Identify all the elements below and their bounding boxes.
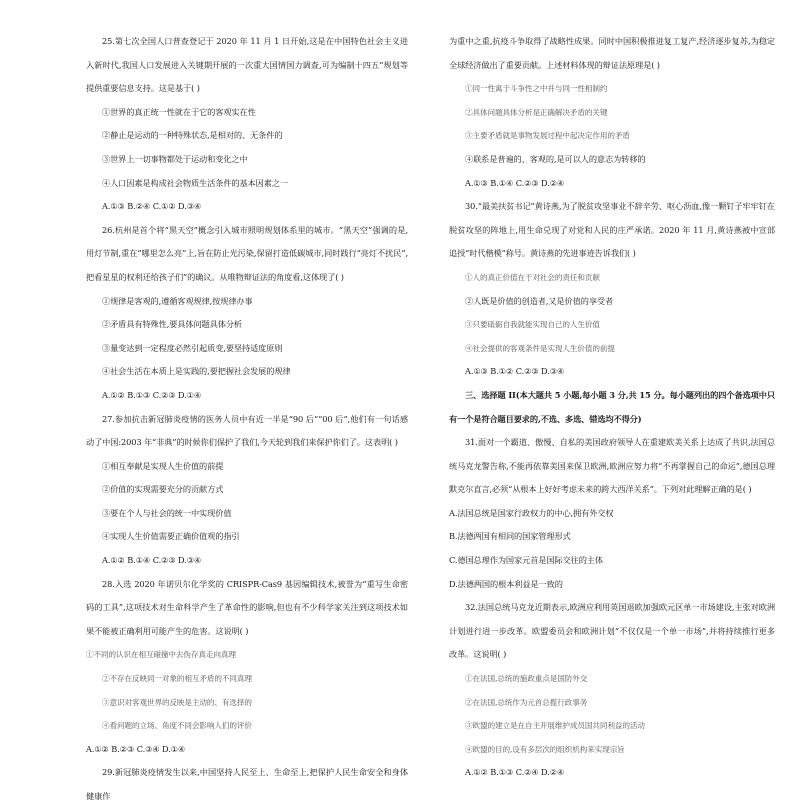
- question-27-option: ③要在个人与社会的统一中实现价值: [102, 507, 232, 518]
- question-28-option: ③意识对客观世界的反映是主动的、有选择的: [102, 697, 252, 707]
- question-29-option: ②具体问题具体分析是正确解决矛盾的关键: [465, 107, 608, 117]
- question-29-option: ④联系是普遍的、客观的,是可以人的意志为转移的: [465, 153, 646, 164]
- question-25-stem: 25.第七次全国人口普查登记于 2020 年 11 月 1 日开始,这是在中国特色社会主义进入新时代,我国人口发展进入关键期开展的一次重大国情国力调查,可为编制十四五”规划等提供重要信息支持。这是基于( ): [86, 36, 408, 94]
- question-29-stem-continued: 为重中之重,抗疫斗争取得了战略性成果。同时中国积极推进复工复产,经济逐步复苏,为稳定全球经济做出了重要贡献。上述材料体现的辩证法原理是( ): [449, 36, 775, 70]
- question-26-option: ④社会生活在本质上是实践的,要把握社会发展的规律: [102, 366, 291, 377]
- question-28-stem: 28.入选 2020 年诺贝尔化学奖的 CRISPR-Cas9 基因编辑技术,被誉为“重写生命密码的工具”,这项技术对生命科学产生了革命性的影响,但也有不少科学家关注到这项技术如果不能被正确利用可能产生的危害。这说明( ): [86, 578, 408, 636]
- question-31-option: A.法国总统是国家行政权力的中心,拥有外交权: [449, 507, 614, 518]
- question-30-option: ①人的真正价值在于对社会的责任和贡献: [465, 272, 600, 282]
- question-32-option: ①在法国,总统的施政重点是国防外交: [465, 674, 588, 684]
- question-27-option: ②价值的实现需要充分的贡献方式: [102, 484, 224, 495]
- question-31-option: D.法德两国的根本利益是一致的: [449, 578, 563, 589]
- question-30-choices: A.①③ B.①② C.②③ D.③④: [465, 366, 565, 377]
- left-column: [86, 30, 408, 809]
- question-30-option: ④社会提供的客观条件是实现人生价值的前提: [465, 343, 615, 353]
- question-25-option: ①世界的真正统一性就在于它的客观实在性: [102, 106, 256, 117]
- question-28-choices: A.①② B.②③ C.③④ D.①④: [86, 743, 186, 754]
- question-30-option: ②人既是价值的创造者,又是价值的享受者: [465, 295, 614, 306]
- question-31-option: C.德国总理作为国家元首是国际交往的主体: [449, 555, 603, 566]
- question-26-choices: A.①② B.①③ C.②③ D.①④: [102, 389, 202, 400]
- question-26-option: ②矛盾具有特殊性,要具体问题具体分析: [102, 319, 242, 330]
- question-27-option: ①相互奉献是实现人生价值的前提: [102, 460, 224, 471]
- question-31-option: B.法德两国有相同的国家管理形式: [449, 531, 571, 542]
- question-25-option: ③世界上一切事物都处于运动和变化之中: [102, 153, 248, 164]
- right-column: [449, 30, 775, 785]
- question-27-choices: A.①② B.①④ C.②③ D.③④: [102, 555, 202, 566]
- question-28-option: ④看问题的立场、角度不同会影响人们的评价: [102, 721, 252, 731]
- question-28-option: ②不存在反映同一对象的相互矛盾的不同真理: [102, 674, 252, 684]
- question-25-choices: A.①③ B.②④ C.①② D.③④: [102, 201, 202, 212]
- question-30-stem: 30.“最美扶贫书记”黄诗燕,为了脱贫攻坚事业不辞辛劳、呕心沥血,像一颗钉子牢牢钉在脱贫攻坚的阵地上,用生命兑现了对党和人民的庄严承诺。2020 年 11 月,黄诗燕被中宣部追授“时代楷模”称号。黄诗燕的先进事迹告诉我们( ): [449, 201, 775, 259]
- question-32-option: ②在法国,总统作为元首总揽行政事务: [465, 697, 588, 707]
- question-32-option: ③欧盟的建立是在自主开展维护成员国共同利益的活动: [465, 721, 645, 731]
- question-32-option: ④欧盟的目的,设有多层次的组织机构来实现宗旨: [465, 744, 625, 754]
- question-29-option: ①同一性寓于斗争性之中并与同一性相制约: [465, 84, 608, 94]
- question-30-option: ③只要砥砺自我就能实现自己的人生价值: [465, 320, 600, 330]
- question-29-option: ③主要矛盾就是事物发展过程中起决定作用的矛盾: [465, 131, 630, 141]
- question-32-choices: A.①② B.①③ C.②④ D.②④: [465, 767, 565, 778]
- section-heading: 三、选择题 II(本大题共 5 小题,每小题 3 分,共 15 分。每小题列出的四个备选项中只有一个是符合题目要求的,不选、多选、错选均不得分): [449, 389, 775, 424]
- question-25-option: ②静止是运动的一种特殊状态,是相对的、无条件的: [102, 130, 283, 141]
- question-27-stem: 27.参加抗击新冠肺炎疫情的医务人员中有近一半是“90 后”“00 后”,他们有一句话感动了中国:2003 年“非典”的时候你们保护了我们,今天轮到我们来保护你们了。这表明( ): [86, 413, 408, 448]
- question-28-option: ①不同的认识在相互碰撞中去伪存真走向真理: [86, 650, 236, 660]
- question-32-stem: 32.法国总统马克龙近期表示,欧洲应利用英国退欧加强欧元区单一市场建设,主张对欧洲计划进行进一步改革。欧盟委员会和欧洲计划“不仅仅是一个单一市场”,并将持续推行更多改革。这说明( ): [449, 602, 775, 660]
- question-26-stem: 26.杭州是首个将“黑天空”概念引入城市照明规划体系里的城市。“黑天空”强调的是,用灯节制,重在“哪里怎么亮”上,旨在防止光污染,保留打造低碳城市,同时践行“亮灯不扰民”,把看星星的权利还给孩子们”的确议。从唯物辩证法的角度看,这体现了( ): [86, 224, 408, 282]
- question-29-stem: 29.新冠肺炎疫情发生以来,中国坚持人民至上、生命至上,把保护人民生命安全和身体健康作: [86, 767, 408, 801]
- question-27-option: ④实现人生价值需要正确价值观的指引: [102, 531, 240, 542]
- question-29-choices: A.①③ B.①④ C.②③ D.②④: [465, 177, 565, 188]
- question-31-stem: 31.面对一个霸道、傲慢、自私的美国政府领导人在重建欧美关系上达成了共识,法国总统马克龙警告称,不能再依靠美国来保卫欧洲,欧洲应努力将“不再掌握自己的命运”,德国总理默克尔直言,必须“从根本上好好考虑未来的跨大西洋关系”。下列对此理解正确的是( ): [449, 437, 775, 495]
- question-26-option: ①规律是客观的,遵循客观规律,按规律办事: [102, 295, 253, 306]
- question-26-option: ③量变达到一定程度必然引起质变,要坚持适度原则: [102, 342, 283, 353]
- question-25-option: ④人口因素是构成社会物质生活条件的基本因素之一: [102, 177, 289, 188]
